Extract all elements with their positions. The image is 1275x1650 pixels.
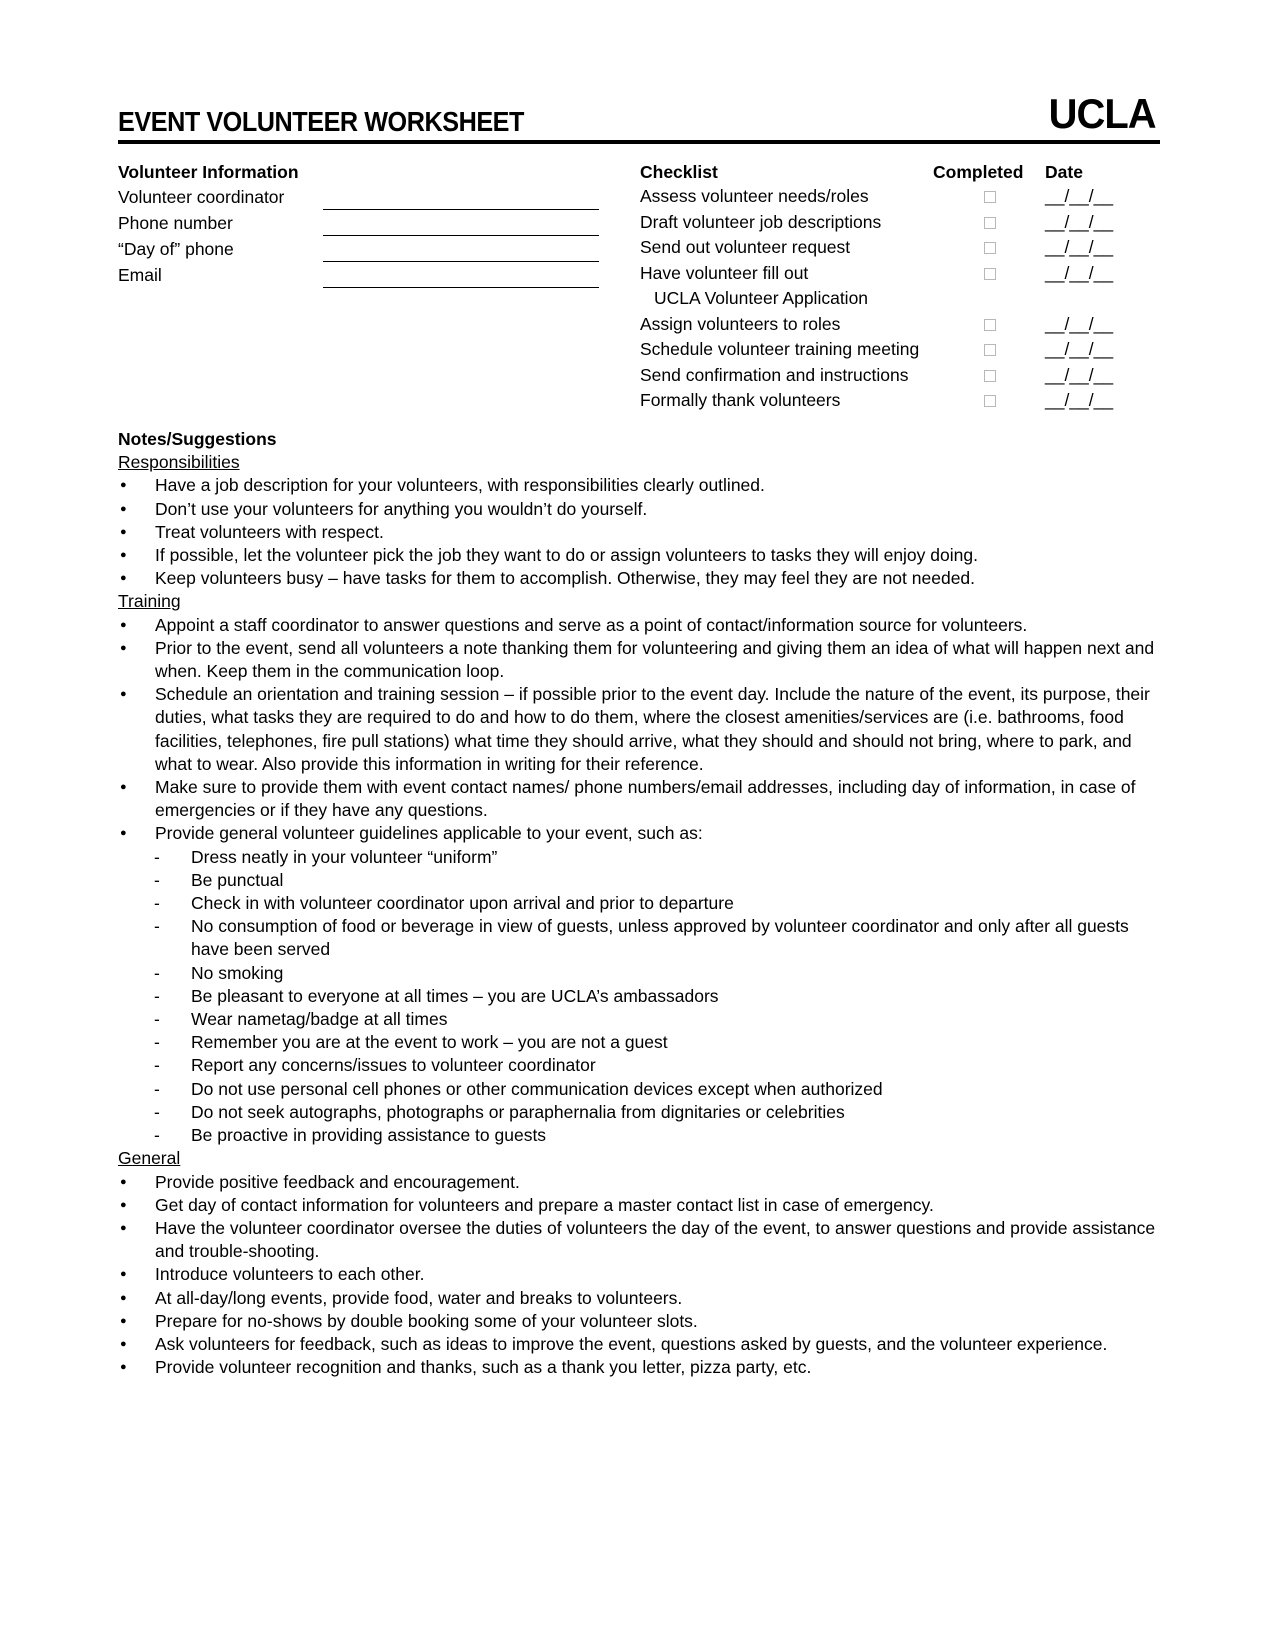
completed-checkbox[interactable] xyxy=(984,319,996,331)
list-item: ● Schedule an orientation and training session – if possible prior to the event day. Include the nature of the event, its purpose, their duties, what tasks they are required to do and how to do them, where the closest amenities/services are (i.e. bathrooms, food facilities, telephones, fire pull stations) what time they should arrive, what they should and should not bring, where to park, and what to wear. Also provide this information in writing for their reference. xyxy=(118,683,1160,776)
list-item: ● Get day of contact information for volunteers and prepare a master contact list in case of emergency. xyxy=(118,1194,1160,1217)
field-label: Phone number xyxy=(118,213,233,233)
responsibilities-heading: Responsibilities xyxy=(118,452,240,473)
date-blank: __/__/__ xyxy=(1045,211,1114,232)
list-item: ● Ask volunteers for feedback, such as ideas to improve the event, questions asked by guests, and the volunteer experience. xyxy=(118,1333,1160,1356)
checklist-task: Assess volunteer needs/roles xyxy=(640,186,869,206)
checklist-task: Send out volunteer request xyxy=(640,237,851,257)
list-item: ● Treat volunteers with respect. xyxy=(118,521,1160,544)
notes-suggestions xyxy=(118,428,1160,1379)
checklist-task: Draft volunteer job descriptions xyxy=(640,211,882,232)
checklist-task: Schedule volunteer training meeting xyxy=(640,339,920,359)
list-item: ● Introduce volunteers to each other. xyxy=(118,1263,1160,1286)
guideline-item: - Check in with volunteer coordinator upon arrival and prior to departure xyxy=(118,892,1160,915)
checklist-item-continuation xyxy=(640,286,1160,312)
checklist-task: UCLA Volunteer Application xyxy=(654,288,869,308)
checklist-item xyxy=(640,184,1160,210)
checklist-item xyxy=(640,312,1160,338)
completed-heading: Completed xyxy=(933,162,1024,182)
completed-checkbox[interactable] xyxy=(984,191,996,203)
notes-heading: Notes/Suggestions xyxy=(118,429,277,449)
list-item: ● If possible, let the volunteer pick the job they want to do or assign volunteers to tasks they will enjoy doing. xyxy=(118,544,1160,567)
guideline-item: - No smoking xyxy=(118,962,1160,985)
volunteer-information-heading: Volunteer Information xyxy=(118,162,299,182)
list-item: ● Make sure to provide them with event contact names/ phone numbers/email addresses, including day of information, in case of emergencies or if they have any questions. xyxy=(118,776,1160,822)
checklist-task: Have volunteer fill out xyxy=(640,262,809,283)
checklist-item xyxy=(640,388,1160,414)
page-title: EVENT VOLUNTEER WORKSHEET xyxy=(118,106,524,137)
completed-checkbox[interactable] xyxy=(984,268,996,280)
guideline-item: - Report any concerns/issues to volunteer coordinator xyxy=(118,1054,1160,1077)
guideline-item: - Wear nametag/badge at all times xyxy=(118,1008,1160,1031)
field-label: Volunteer coordinator xyxy=(118,187,285,207)
field-label: “Day of” phone xyxy=(118,239,234,259)
list-item: ● Prepare for no-shows by double booking some of your volunteer slots. xyxy=(118,1310,1160,1333)
checklist-item xyxy=(640,210,1160,236)
worksheet-page xyxy=(118,90,1160,1378)
guideline-item: - Do not use personal cell phones or other communication devices except when authorized xyxy=(118,1078,1160,1101)
field-email xyxy=(118,262,598,288)
list-item: ● Keep volunteers busy – have tasks for them to accomplish. Otherwise, they may feel they are not needed. xyxy=(118,567,1160,590)
list-item: ● Provide positive feedback and encouragement. xyxy=(118,1171,1160,1194)
field-label: Email xyxy=(118,265,162,285)
date-blank: __/__/__ xyxy=(1045,313,1114,334)
guideline-item: - Be punctual xyxy=(118,869,1160,892)
list-item: ● At all-day/long events, provide food, water and breaks to volunteers. xyxy=(118,1287,1160,1310)
guideline-item: - No consumption of food or beverage in view of guests, unless approved by volunteer coordinator and only after all guests have been served xyxy=(118,915,1160,961)
checklist-task: Send confirmation and instructions xyxy=(640,364,909,385)
completed-checkbox[interactable] xyxy=(984,217,996,229)
checklist-task: Assign volunteers to roles xyxy=(640,313,841,334)
field-volunteer-coordinator xyxy=(118,184,598,210)
list-item: ● Prior to the event, send all volunteers a note thanking them for volunteering and giving them an idea of what will happen next and when. Keep them in the communication loop. xyxy=(118,637,1160,683)
checklist-item xyxy=(640,337,1160,363)
checklist-header xyxy=(640,160,1160,184)
field-day-of-phone xyxy=(118,236,598,262)
completed-checkbox[interactable] xyxy=(984,395,996,407)
general-list xyxy=(118,1171,1160,1380)
checklist xyxy=(640,160,1160,414)
email-blank[interactable] xyxy=(323,287,599,288)
checklist-task: Formally thank volunteers xyxy=(640,390,841,410)
guideline-item: - Be pleasant to everyone at all times – you are UCLA’s ambassadors xyxy=(118,985,1160,1008)
list-item: ● Have a job description for your volunteers, with responsibilities clearly outlined. xyxy=(118,474,1160,497)
responsibilities-list xyxy=(118,474,1160,590)
checklist-item xyxy=(640,261,1160,287)
date-blank: __/__/__ xyxy=(1045,339,1114,359)
page-header xyxy=(118,90,1160,144)
completed-checkbox[interactable] xyxy=(984,242,996,254)
training-heading: Training xyxy=(118,591,181,612)
date-blank: __/__/__ xyxy=(1045,186,1114,206)
list-item: ● Have the volunteer coordinator oversee the duties of volunteers the day of the event, to answer questions and provide assistance and trouble-shooting. xyxy=(118,1217,1160,1263)
date-blank: __/__/__ xyxy=(1045,237,1114,257)
guideline-item: - Dress neatly in your volunteer “uniform” xyxy=(118,846,1160,869)
list-item: ● Provide general volunteer guidelines applicable to your event, such as: xyxy=(118,822,1160,845)
list-item: ● Provide volunteer recognition and thanks, such as a thank you letter, pizza party, etc. xyxy=(118,1356,1160,1379)
checklist-item xyxy=(640,235,1160,261)
guideline-item: - Remember you are at the event to work – you are not a guest xyxy=(118,1031,1160,1054)
completed-checkbox[interactable] xyxy=(984,344,996,356)
field-phone-number xyxy=(118,210,598,236)
top-section xyxy=(118,144,1160,414)
guideline-item: - Be proactive in providing assistance to guests xyxy=(118,1124,1160,1147)
date-blank: __/__/__ xyxy=(1045,390,1114,410)
ucla-logo: UCLA xyxy=(1048,90,1156,137)
general-heading: General xyxy=(118,1148,181,1169)
date-heading: Date xyxy=(1045,162,1083,182)
list-item: ● Don’t use your volunteers for anything you wouldn’t do yourself. xyxy=(118,498,1160,521)
guideline-item: - Do not seek autographs, photographs or paraphernalia from dignitaries or celebrities xyxy=(118,1101,1160,1124)
checklist-item xyxy=(640,363,1160,389)
checklist-heading: Checklist xyxy=(640,162,718,182)
volunteer-information xyxy=(118,160,598,288)
list-item: ● Appoint a staff coordinator to answer questions and serve as a point of contact/information source for volunteers. xyxy=(118,614,1160,637)
training-list xyxy=(118,614,1160,1148)
completed-checkbox[interactable] xyxy=(984,370,996,382)
date-blank: __/__/__ xyxy=(1045,364,1114,385)
date-blank: __/__/__ xyxy=(1045,262,1114,283)
